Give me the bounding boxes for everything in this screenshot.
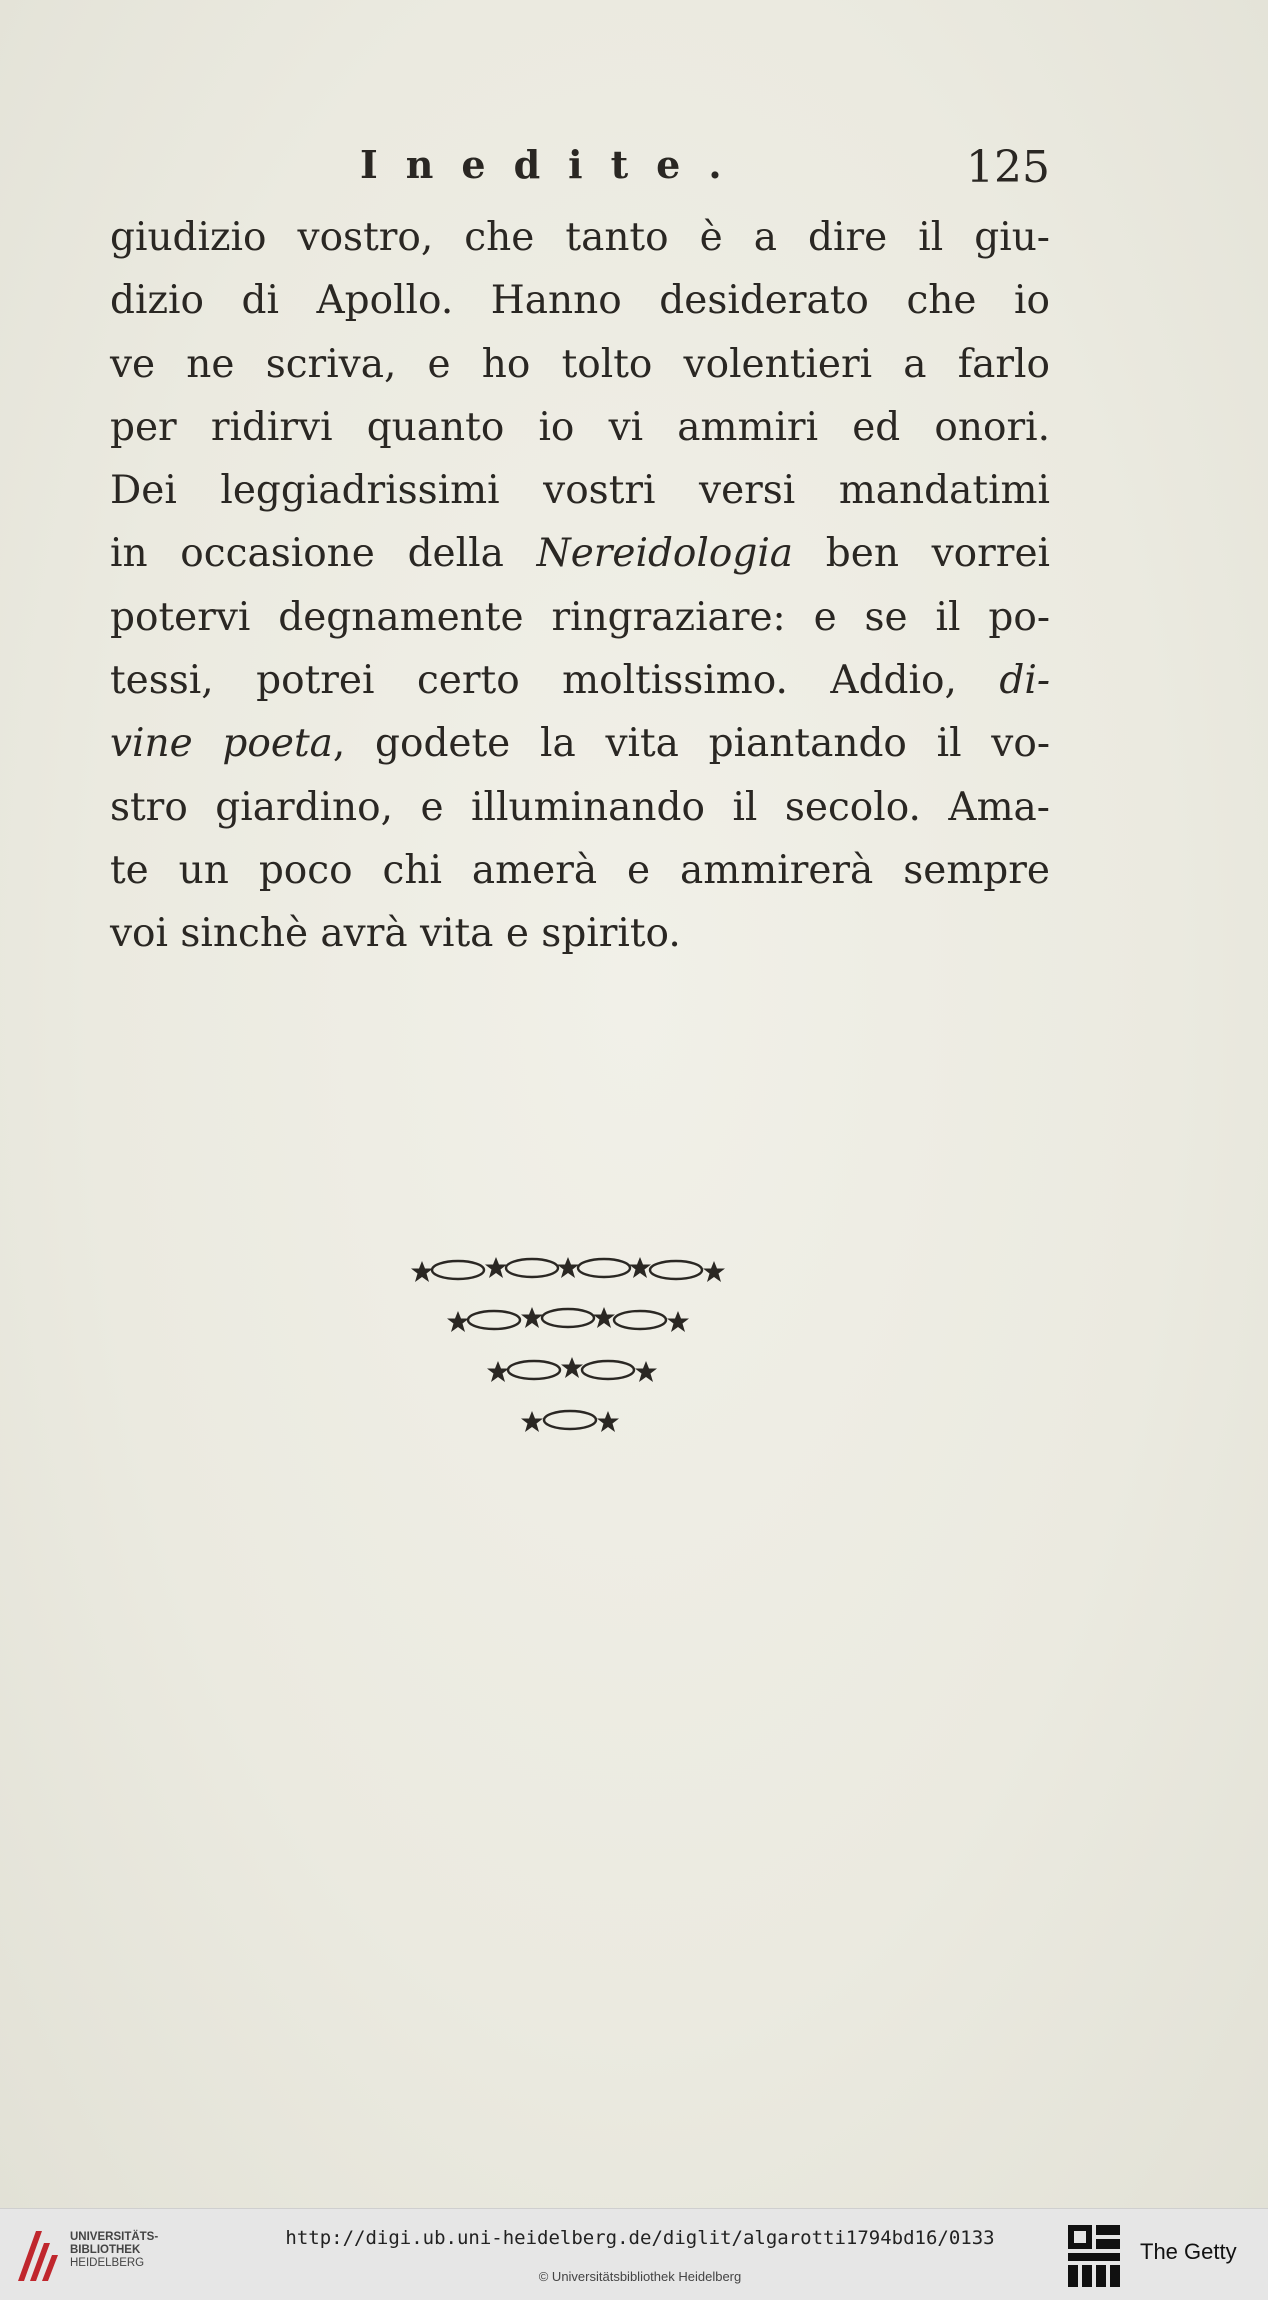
sponsor-name: The Getty [1140, 2239, 1237, 2264]
letter-text [110, 206, 1050, 966]
text-line-9-italic: vine poeta [110, 721, 333, 767]
text-line-8 [110, 649, 1050, 712]
text-line-10: stro giardino, e illuminando il secolo. Ama- [110, 784, 1050, 830]
text-line-2: dizio di Apollo. Hanno desiderato che io [110, 278, 1050, 324]
library-name-line-2: BIBLIOTHEK [70, 2244, 141, 2256]
text-line-12: voi sinchè avrà vita e spirito. [110, 911, 681, 957]
library-name-line-3: HEIDELBERG [70, 2257, 145, 2269]
text-line-6 [110, 522, 1050, 585]
permalink-url[interactable]: http://digi.ub.uni-heidelberg.de/diglit/algarotti1794bd16/0133 [285, 2227, 995, 2249]
tailpiece-ornament [334, 1240, 934, 1460]
text-line-1: giudizio vostro, che tanto è a dire il giu- [110, 215, 1050, 260]
ornament-graphic [334, 1240, 934, 1460]
text-line-11: te un poco chi amerà e ammirerà sempre [110, 847, 1050, 893]
text-line-4: per ridirvi quanto io vi ammiri ed onori. [110, 404, 1050, 450]
text-line-9-end: , godete la vita piantando il vo- [332, 721, 1050, 767]
text-line-5: Dei leggiadrissimi vostri versi mandatimi [110, 468, 1050, 514]
text-line-8-start: tessi, potrei certo moltissimo. Addio, [110, 658, 1000, 704]
text-line-9 [110, 712, 1050, 775]
text-line-6-start: in occasione della [110, 531, 537, 577]
ornament-row-2 [447, 1307, 689, 1332]
ornament-row-4 [521, 1411, 619, 1432]
ornament-row-1 [411, 1257, 725, 1282]
text-line-7: potervi degnamente ringraziare: e se il po- [110, 594, 1050, 640]
text-line-6-end: ben vorrei [793, 531, 1051, 577]
running-title: Inedite. [360, 142, 750, 187]
ub-heidelberg-logo-icon [14, 2225, 60, 2285]
copyright-notice: © Universitätsbibliothek Heidelberg [538, 2269, 742, 2284]
getty-logo-icon [1066, 2223, 1122, 2289]
ornament-row-3 [487, 1357, 657, 1382]
digitization-footer [0, 2208, 1268, 2300]
library-name [70, 2231, 158, 2270]
page-number: 125 [966, 142, 1050, 193]
library-name-line-1: UNIVERSITÄTS- [70, 2231, 159, 2243]
book-title-nereidologia: Nereidologia [536, 531, 794, 577]
text-line-8-italic: di- [999, 658, 1050, 704]
text-line-3: ve ne scriva, e ho tolto volentieri a farlo [110, 341, 1050, 387]
running-header [110, 142, 1050, 202]
